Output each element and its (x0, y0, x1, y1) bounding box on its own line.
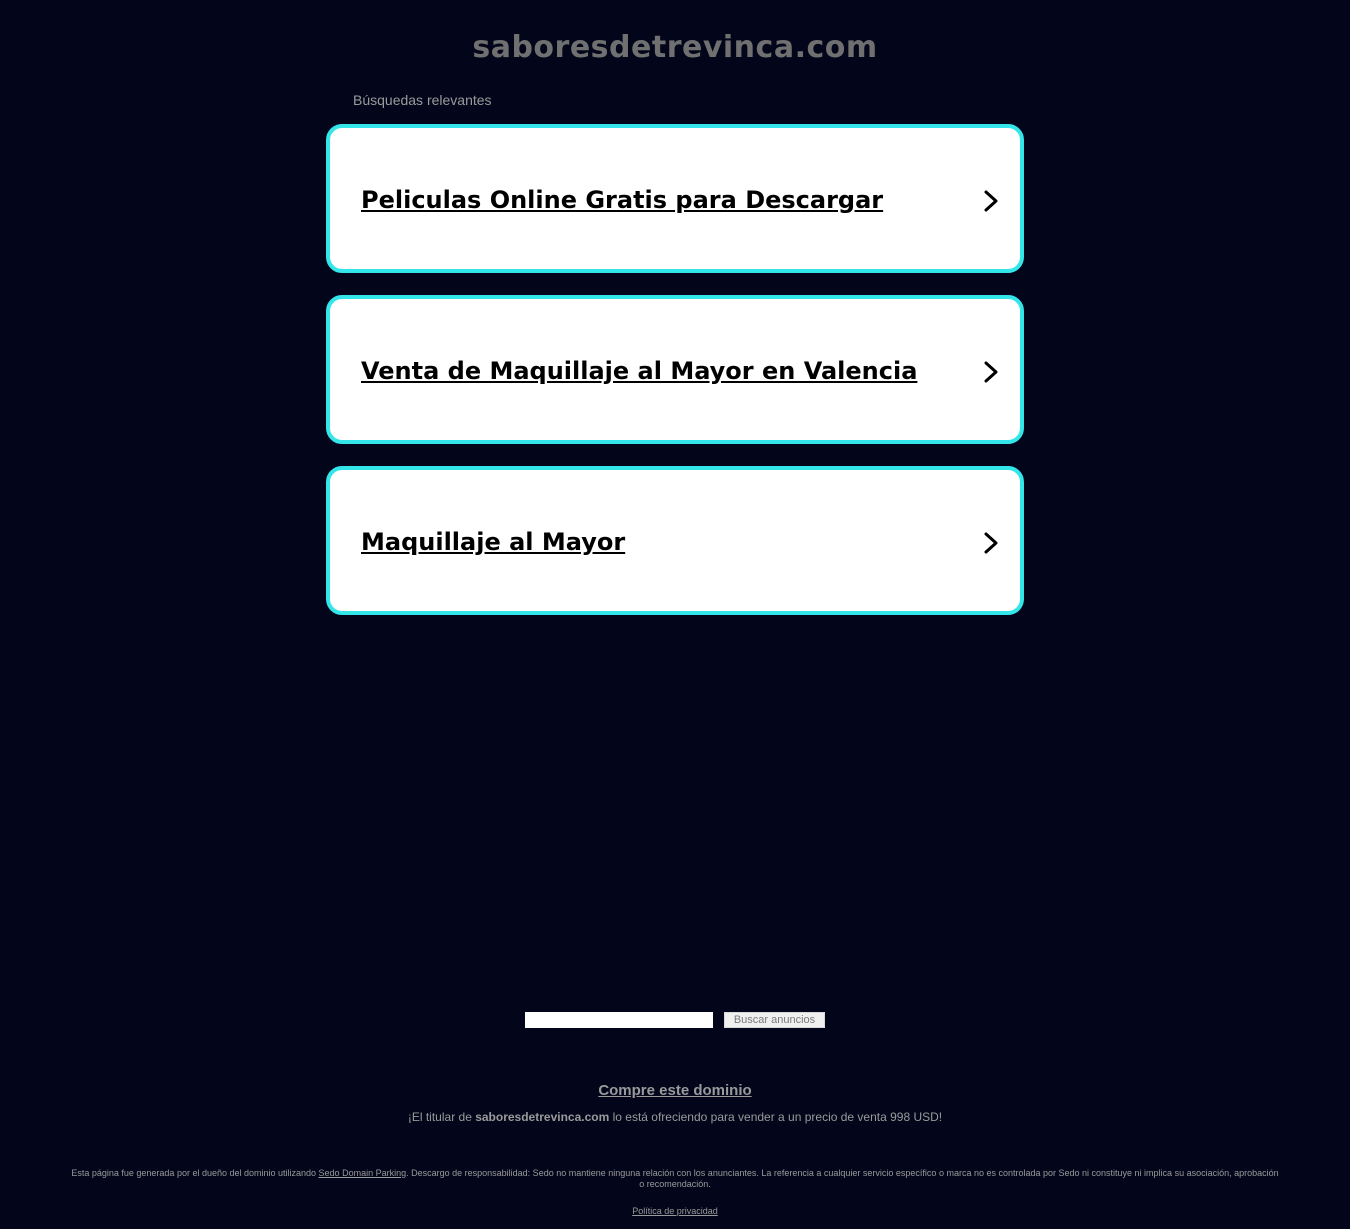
chevron-right-icon[interactable] (982, 360, 1000, 384)
related-link-card-3[interactable] (326, 466, 1024, 615)
buy-domain-link[interactable]: Compre este dominio (598, 1082, 752, 1099)
disclaimer-prefix: Esta página fue generada por el dueño del dominio utilizando (71, 1168, 319, 1178)
disclaimer-suffix: . Descargo de responsabilidad: Sedo no mantiene ninguna relación con los anunciantes. La referencia a cualquier servicio específico o marca no es controlada por Sedo ni constituye ni implica su asociación, aprobación o recomendación. (406, 1168, 1279, 1189)
ad-search-input[interactable] (525, 1012, 713, 1028)
related-searches-label: Búsquedas relevantes (353, 92, 492, 108)
offer-domain: saboresdetrevinca.com (475, 1110, 610, 1124)
sedo-parking-link[interactable]: Sedo Domain Parking (318, 1168, 407, 1178)
related-link-text[interactable]: Venta de Maquillaje al Mayor en Valencia (361, 357, 918, 385)
chevron-right-icon[interactable] (982, 189, 1000, 213)
chevron-right-icon[interactable] (982, 531, 1000, 555)
privacy-policy-link[interactable]: Política de privacidad (632, 1206, 718, 1216)
ad-search-button[interactable]: Buscar anuncios (724, 1012, 825, 1028)
sale-offer-text (0, 1110, 1350, 1124)
related-link-text[interactable]: Maquillaje al Mayor (361, 528, 626, 556)
offer-suffix: lo está ofreciendo para vender a un precio de venta 998 USD! (609, 1110, 943, 1124)
related-link-card-1[interactable] (326, 124, 1024, 273)
related-links-list (326, 124, 1024, 637)
related-link-card-2[interactable] (326, 295, 1024, 444)
disclaimer (70, 1168, 1280, 1190)
offer-prefix: ¡El titular de (407, 1110, 476, 1124)
related-link-text[interactable]: Peliculas Online Gratis para Descargar (361, 186, 884, 214)
domain-title: saboresdetrevinca.com (472, 30, 878, 65)
